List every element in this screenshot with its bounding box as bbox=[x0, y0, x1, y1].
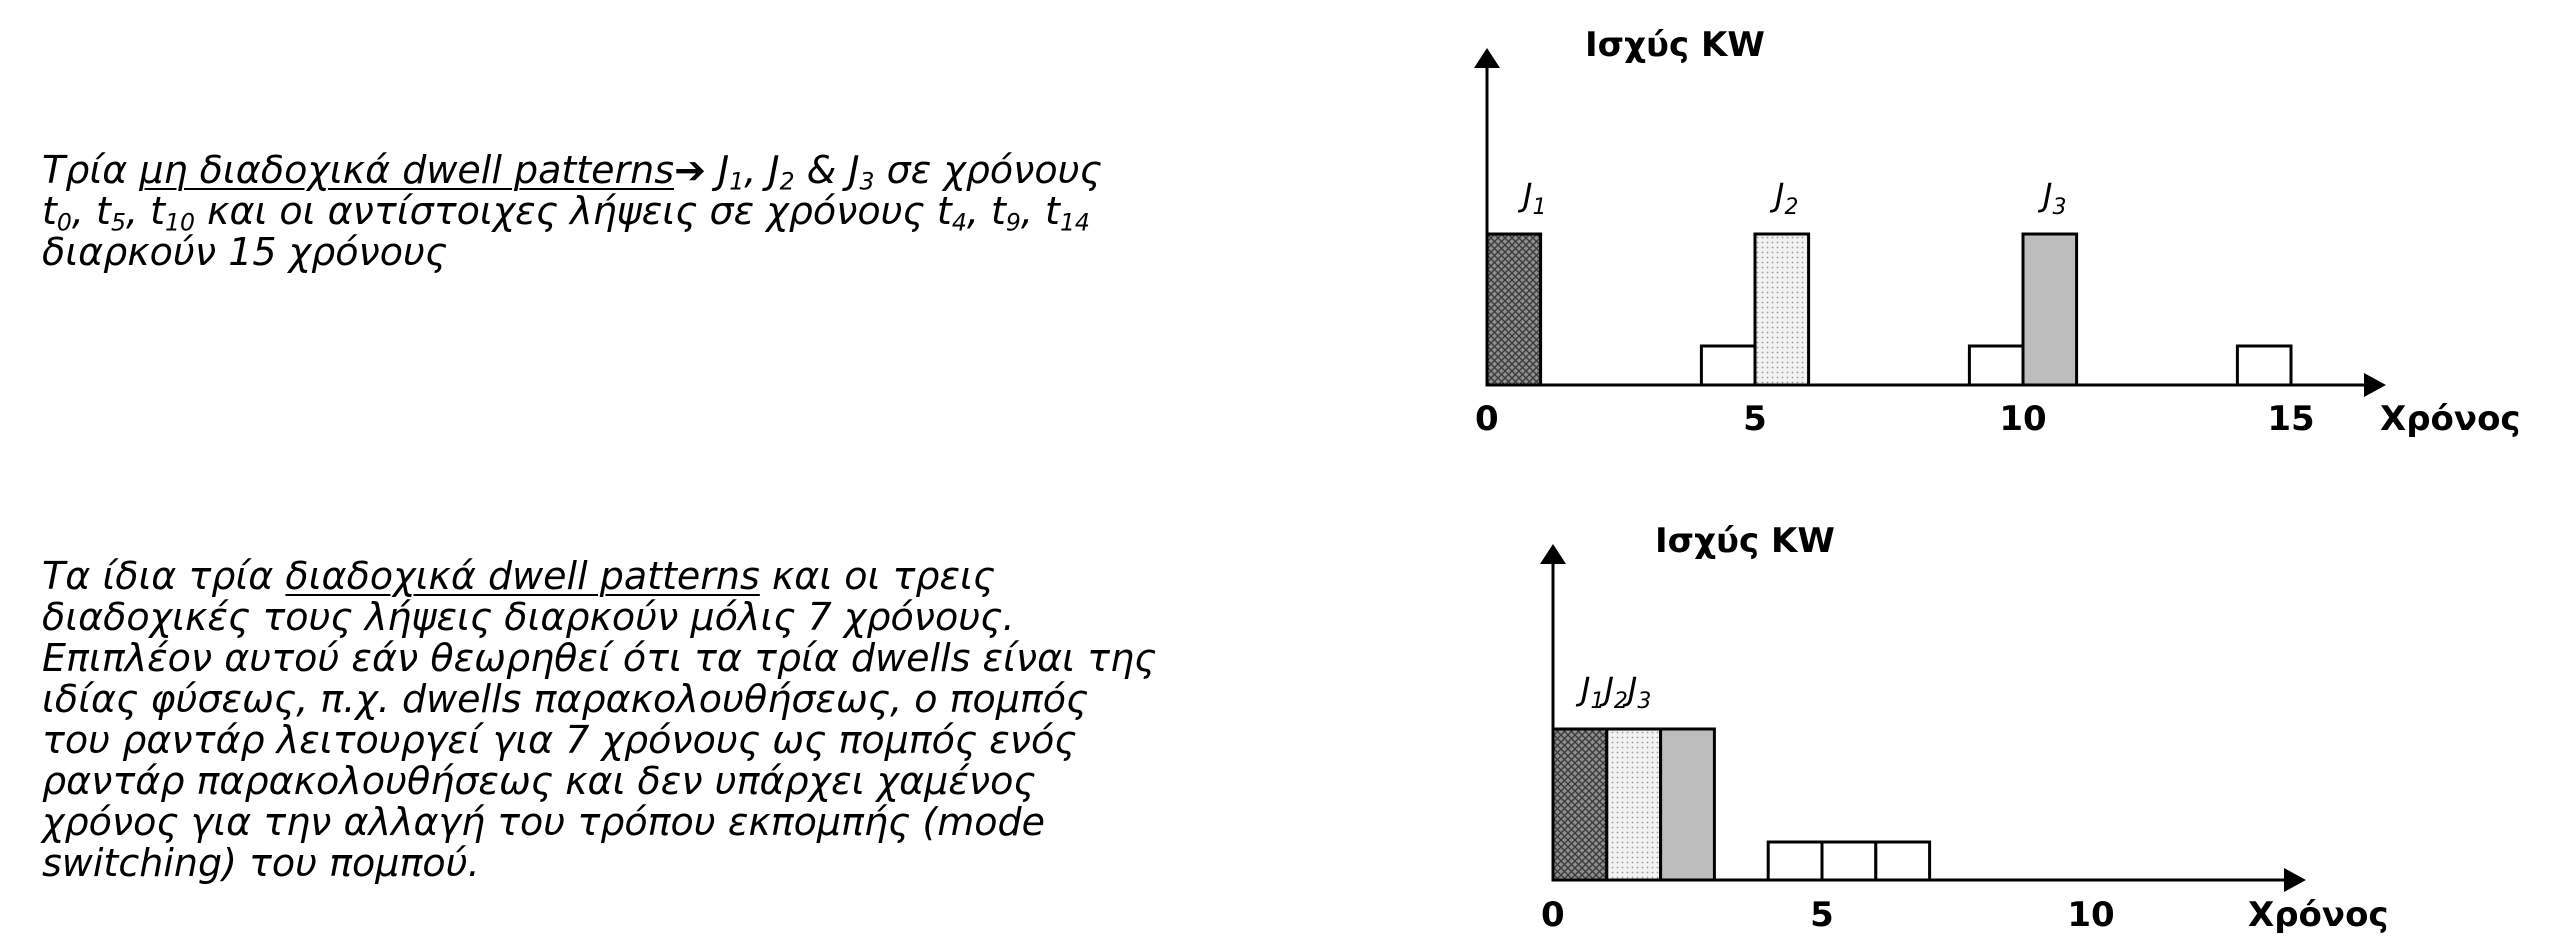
reception-bar bbox=[2237, 346, 2291, 385]
reception-bar bbox=[1876, 842, 1930, 880]
x-tick-label: 0 bbox=[1475, 399, 1499, 439]
y-axis-arrow-icon bbox=[1474, 48, 1500, 68]
underlined-term: μη διαδοχικά dwell patterns bbox=[139, 148, 675, 192]
reception-bar bbox=[1969, 346, 2023, 385]
dwell-label: $J_1$ bbox=[1523, 176, 1547, 220]
dwell-label-subscript: 2 bbox=[1784, 195, 1799, 220]
dwell-label: J bbox=[1581, 670, 1591, 708]
dwell-label-subscript: 1 bbox=[1532, 195, 1547, 220]
dwell-bar bbox=[1607, 729, 1661, 880]
x-tick-label: 10 bbox=[1999, 399, 2047, 439]
dwell-label-subscript: 3 bbox=[1637, 689, 1652, 714]
dwell-bar bbox=[1553, 729, 1607, 880]
paragraph-non-consecutive-dwells: Τρία μη διαδοχικά dwell patterns➔ $J_1$, $J_2$ & $J_3$ σε χρόνους $t_0$, $t_5$, $t_{10}$ και οι αντίστοιχες λήψεις σε χρόνους $t_4$, $t_9$, $t_{14}$ διαρκούν 15 χρόνους bbox=[42, 148, 1102, 274]
reception-bar bbox=[1701, 346, 1755, 385]
reception-bar bbox=[1822, 842, 1876, 880]
x-axis-arrow-icon bbox=[2364, 373, 2386, 397]
x-tick-label: 0 bbox=[1541, 895, 1565, 935]
paragraph-consecutive-dwells: Τα ίδια τρία διαδοχικά dwell patterns και οι τρεις διαδοχικές τους λήψεις διαρκούν μόλις 7 χρόνους. Επιπλέον αυτού εάν θεωρηθεί ότι τα τρία dwells είναι της ιδίας φύσεως, π.χ. dwells παρακολουθήσεως, ο πομπός του ραντάρ λειτουργεί για 7 χρόνους ως πομπός ενός ραντάρ παρακολουθήσεως και δεν υπάρχει χαμένος χρόνος για την αλλαγή του τρόπου εκπομπής (mode switching) του πομπού. bbox=[42, 554, 1157, 885]
dwell-label-subscript: 2 bbox=[1613, 689, 1628, 714]
y-axis-label: Ισχύς KW bbox=[1585, 25, 1765, 65]
dwell-bar bbox=[1661, 729, 1715, 880]
x-tick-label: 5 bbox=[1810, 895, 1834, 935]
y-axis-label: Ισχύς KW bbox=[1655, 521, 1835, 561]
x-axis-label: Χρόνος bbox=[2248, 895, 2389, 935]
x-tick-label: 5 bbox=[1743, 399, 1767, 439]
reception-bar bbox=[1768, 842, 1822, 880]
x-axis-arrow-icon bbox=[2284, 868, 2306, 892]
dwell-bar bbox=[1755, 234, 1809, 385]
dwell-label: J bbox=[1604, 670, 1614, 708]
chart-non-consecutive bbox=[1474, 25, 2521, 439]
dwell-bar bbox=[2023, 234, 2077, 385]
dwell-label: $J_2$ bbox=[1775, 176, 1799, 220]
y-axis-arrow-icon bbox=[1540, 544, 1566, 564]
x-tick-label: 15 bbox=[2267, 399, 2315, 439]
dwell-bar bbox=[1487, 234, 1541, 385]
dwell-label-subscript: 1 bbox=[1590, 689, 1605, 714]
x-tick-label: 10 bbox=[2067, 895, 2115, 935]
x-axis-label: Χρόνος bbox=[2380, 399, 2521, 439]
dwell-label-group bbox=[1575, 670, 1651, 714]
dwell-label-subscript: 3 bbox=[2052, 195, 2067, 220]
dwell-label: J bbox=[1627, 670, 1638, 708]
dwell-label: $J_3$ bbox=[2043, 176, 2067, 220]
right-arrow-icon: ➔ bbox=[674, 148, 706, 192]
underlined-term: διαδοχικά dwell patterns bbox=[285, 554, 760, 598]
chart-consecutive bbox=[1540, 521, 2389, 935]
